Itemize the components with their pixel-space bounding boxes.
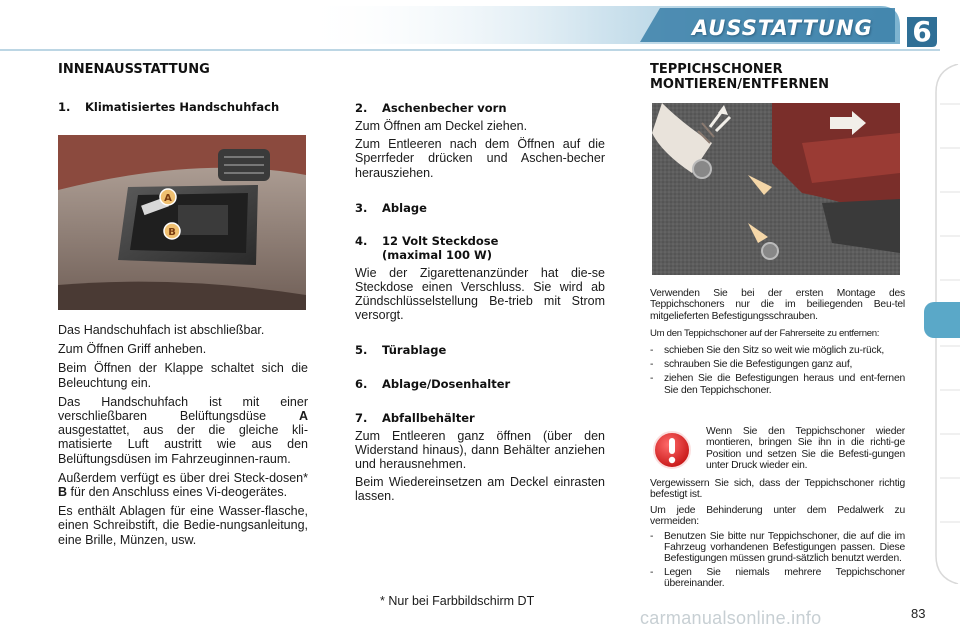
section-title-teppichschoner: TEPPICHSCHONER MONTIEREN/ENTFERNEN: [650, 62, 830, 92]
item-number: 1.: [58, 100, 71, 114]
item-4-heading: 4. 12 Volt Steckdose (maximal 100 W): [355, 233, 499, 262]
callout-a-label: A: [164, 193, 172, 204]
warning-text-block: [706, 426, 905, 472]
paragraph: Beim Öffnen der Klappe schaltet sich die Beleuchtung ein.: [58, 361, 308, 390]
intro-text: Verwenden Sie bei der ersten Montage des Teppichschoners nur die im beiliegenden Beu-tel mitgelieferten Befestigungsschrauben.: [650, 288, 905, 322]
paragraph: Zum Öffnen Griff anheben.: [58, 342, 207, 357]
callout-b-label: B: [168, 227, 176, 238]
watermark: carmanualsonline.info: [640, 608, 822, 628]
glovebox-text: [58, 323, 308, 547]
section-title-innenausstattung: INNENAUSSTATTUNG: [58, 62, 210, 77]
list-item: - schrauben Sie die Befestigungen ganz auf,: [650, 359, 853, 371]
footnote: * Nur bei Farbbildschirm DT: [380, 594, 535, 608]
item-1-heading: [58, 100, 318, 114]
item-2-text-2: Zum Entleeren nach dem Öffnen auf die Sperrfeder drücken und Aschen-becher herausziehen.: [355, 137, 605, 180]
storage-list: [355, 101, 605, 504]
avoid-heading: Um jede Behinderung unter dem Pedalwerk zu vermeiden:: [650, 504, 905, 528]
list-item: - schieben Sie den Sitz so weit wie möglich zu-rück,: [650, 344, 885, 356]
paragraph-sockets: Außerdem verfügt es über drei Steck-dosen* B für den Anschluss eines Vi-deogerätes.: [58, 470, 308, 500]
item-5-heading: 5. Türablage: [355, 342, 447, 357]
avoid-steps: [650, 531, 905, 590]
item-2-heading: 2. Aschenbecher vorn: [355, 101, 507, 115]
paragraph: Das Handschuhfach ist abschließbar.: [58, 323, 265, 337]
warning-icon: [652, 430, 692, 470]
paragraph: Es enthält Ablagen für eine Wasser-flasche, einen Schreibstift, die Bedie-nungsanleitung, eine Brille, Münzen, usw.: [58, 504, 308, 547]
remove-steps: [650, 345, 905, 397]
list-item: - ziehen Sie die Befestigungen heraus und ent-fernen Sie den Teppichschoner.: [650, 373, 905, 396]
floor-mat-photo: [652, 103, 900, 275]
glovebox-photo: [58, 135, 306, 310]
page-number: 83: [911, 606, 926, 621]
chapter-tab-active[interactable]: [924, 302, 960, 338]
chapter-number: 6: [912, 15, 932, 48]
item-3-heading: 3. Ablage: [355, 200, 427, 215]
floor-mat-text: [650, 288, 905, 396]
item-title: Klimatisiertes Handschuhfach: [85, 100, 280, 114]
item-7-heading: 7. Abfallbehälter: [355, 410, 475, 425]
warning-text: Wenn Sie den Teppichschoner wieder montieren, bringen Sie ihn in die richti-ge Position und setzen Sie die Befesti-gungen unter Druck wieder ein.: [706, 426, 905, 472]
paragraph-ventilation: Das Handschuhfach ist mit einer verschließbaren Belüftungsdüse A ausgestattet, aus der die gleiche kli-matisierte Luft austritt wie aus den Belüftungsdüsen im Fahrzeuginnen-raum.: [58, 394, 308, 466]
item-4-text: Wie der Zigarettenanzünder hat die-se Steckdose einen Verschluss. Sie wird ab Zündschlüsselstellung Be-trieb mit Strom versorgt.: [355, 265, 605, 323]
list-item: - Legen Sie niemals mehrere Teppichschoner übereinander.: [650, 566, 905, 590]
remove-heading: Um den Teppichschoner auf der Fahrerseite zu entfernen:: [650, 328, 880, 340]
item-7-text-2: Beim Wiedereinsetzen am Deckel einrasten lassen.: [355, 475, 605, 504]
list-item: - Benutzen Sie bitte nur Teppichschoner, die auf die im Fahrzeug vorhandenen Befestigungen passen. Diese Befestigungen müssen grund-sätzlich benutzt werden.: [650, 530, 905, 565]
item-7-text-1: Zum Entleeren ganz öffnen (über den Widerstand hinaus), dann Behälter anziehen und herausnehmen.: [355, 428, 605, 472]
item-6-heading: 6. Ablage/Dosenhalter: [355, 376, 511, 391]
check-block: [650, 478, 905, 590]
item-2-text-1: Zum Öffnen am Deckel ziehen.: [355, 119, 528, 133]
check-text: Vergewissern Sie sich, dass der Teppichschoner richtig befestigt ist.: [650, 478, 905, 501]
chapter-title: AUSSTATTUNG: [692, 16, 873, 40]
